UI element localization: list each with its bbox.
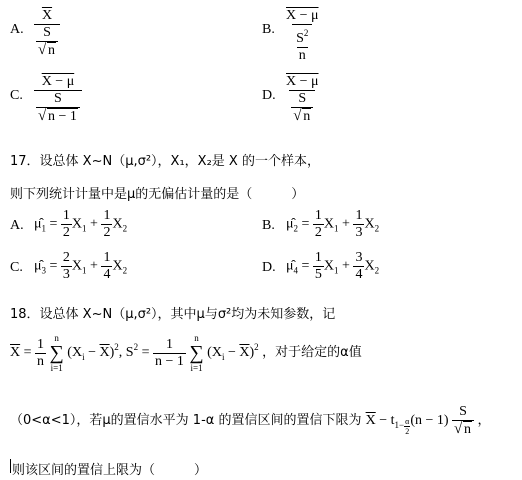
- coef-num: 1: [355, 208, 363, 223]
- formula-s: S: [54, 91, 62, 106]
- formula-n: n: [303, 109, 311, 124]
- formula-n: n: [48, 43, 55, 58]
- text-cursor: [10, 459, 11, 473]
- q18-confidence-prefix: （0<α<1），若μ的置信水平为 1-α 的置信区间的置信下限为: [10, 413, 362, 429]
- q17-option-a-formula: $\mû_1$ = $\frac{1}{2}$ $X_1$ + $\frac{1}{2}$ $X_2$: [34, 208, 128, 240]
- q17-option-c-formula: $\mû_3$ = $\frac{2}{3}$ $X_1$ + $\frac{1}{4}$ $X_2$: [34, 250, 128, 282]
- formula-subscript: 1: [41, 223, 47, 234]
- q18-lower-limit-formula: $\overline{X} - t_{1- \frac{\alpha}{2}}$ (n − 1) S √ n: [366, 413, 478, 428]
- coef-den: 5: [314, 267, 322, 282]
- q16-option-c-formula: X − μ S √ n − 1: [34, 74, 82, 125]
- q16-option-b-formula: [284, 8, 321, 64]
- q17-option-d-formula: $\mû_4$ = $\frac{1}{5}$ $X_1$ + $\frac{3}{4}$ $X_2$: [286, 250, 380, 282]
- coef-den: 4: [103, 267, 111, 282]
- formula-xbar: $\overline{X}$: [41, 8, 53, 23]
- coef-num: 1: [103, 250, 111, 265]
- coef-num: 2: [62, 250, 70, 265]
- formula-exponent: 2: [303, 28, 309, 38]
- coef-num: 3: [355, 250, 363, 265]
- q16-option-b-label: B.: [262, 22, 275, 37]
- coef-den: 3: [62, 267, 70, 282]
- q18-definition-formula: $\overline{X}$ = $\frac{1}{n}$ n ∑ i=1 $(X_i - \overline{X})^2$, $S^2$ = $\frac{1}{n - 1}$ n ∑ i=1 $(X_i - \overline{X})^2$ ，对于给定的α值: [10, 333, 362, 373]
- q18-definition-tail: ，对于给定的α值: [262, 345, 362, 361]
- coef-den: 4: [355, 267, 363, 282]
- formula-s: S: [298, 91, 307, 106]
- coef-den: 2: [62, 225, 70, 240]
- coef-num: 1: [103, 208, 111, 223]
- q17-option-a-label: A.: [10, 218, 24, 233]
- formula-xbar-minus-mu: X − μ: [286, 74, 319, 89]
- q17-stem-line1: 17．设总体 X~N（μ,σ²），X₁，X₂是 X 的一个样本，: [10, 154, 320, 169]
- formula-subscript: 4: [293, 265, 299, 276]
- q18-stem-line1: 18．设总体 X~N（μ,σ²），其中μ与σ²均为未知参数，记: [10, 307, 336, 322]
- formula-n-minus-1: n − 1: [48, 109, 77, 124]
- q17-option-c-label: C.: [10, 260, 23, 275]
- formula-s: S: [43, 25, 51, 40]
- q17-option-b-label: B.: [262, 218, 275, 233]
- q18-last-line: 则该区间的置信上限为（ ）: [12, 463, 208, 478]
- q16-option-a-label: A.: [10, 22, 24, 37]
- q16-option-a-formula: $\overline{X}$ S √ n: [34, 8, 60, 59]
- formula-xbar-minus-mu: X − μ: [286, 8, 319, 23]
- coef-num: 1: [314, 208, 322, 223]
- q17-option-d-label: D.: [262, 260, 276, 275]
- coef-num: 1: [314, 250, 322, 265]
- formula-subscript: 3: [41, 265, 47, 276]
- q16-option-d-formula: X − μ S √ n: [286, 74, 319, 124]
- formula-xbar-minus-mu: X − μ: [41, 74, 75, 89]
- coef-den: 2: [314, 225, 322, 240]
- coef-num: 1: [62, 208, 70, 223]
- formula-n: n: [298, 48, 306, 63]
- coef-den: 2: [103, 225, 111, 240]
- q17-option-b-formula: $\mû_2$ = $\frac{1}{2}$ $X_1$ + $\frac{1}{3}$ $X_2$: [286, 208, 380, 240]
- q18-confidence-line: [10, 404, 491, 438]
- formula-s: S: [296, 31, 304, 46]
- coef-den: 3: [355, 225, 363, 240]
- q17-stem-line2: 则下列统计计量中是μ的无偏估计量的是（ ）: [10, 187, 305, 202]
- formula-subscript: 2: [293, 223, 299, 234]
- q16-option-d-label: D.: [262, 88, 276, 103]
- q18-confidence-suffix: ，: [477, 413, 491, 429]
- q16-option-c-label: C.: [10, 88, 23, 103]
